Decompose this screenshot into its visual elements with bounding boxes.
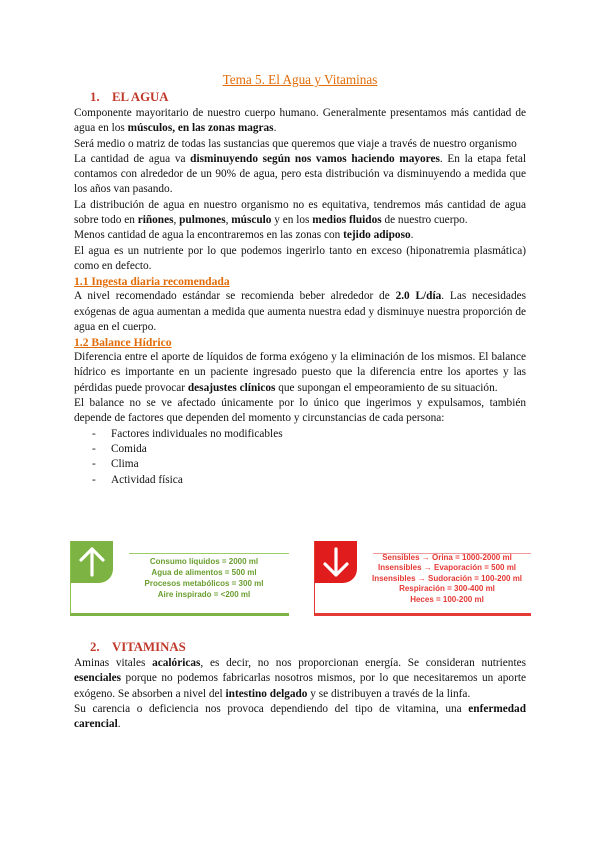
arrow-up-icon — [79, 547, 105, 577]
output-line: Insensibles → Sudoración = 100-200 ml — [371, 573, 523, 583]
list-item: - Comida — [92, 442, 526, 457]
paragraph: Menos cantidad de agua la encontraremos en las zonas con tejido adiposo. — [74, 229, 414, 242]
paragraph: Será medio o matriz de todas las sustancias que queremos que viaje a través de nuestro organismo — [74, 137, 517, 150]
divider — [129, 553, 289, 554]
section-heading-agua — [74, 89, 526, 106]
list-item: - Actividad física — [92, 473, 526, 488]
subsection-heading-balance: 1.2 Balance Hídrico — [74, 336, 172, 350]
arrow-down-icon — [323, 547, 349, 577]
output-lines — [363, 553, 531, 605]
list-item: - Clima — [92, 457, 526, 472]
section-heading-text: VITAMINAS — [112, 640, 186, 654]
output-line: Respiración = 300-400 ml — [399, 584, 495, 594]
output-line: Heces = 100-200 ml — [410, 594, 484, 604]
paragraph: Componente mayoritario de nuestro cuerpo humano. Generalmente presentamos más cantidad de agua en los músculos, en las zonas magras. — [74, 107, 526, 135]
section-vitaminas — [74, 639, 526, 732]
intake-line: Consumo líquidos = 2000 ml — [149, 557, 259, 566]
section-number: 1. — [90, 90, 100, 104]
section-heading-vitaminas — [74, 639, 526, 656]
paragraph: El agua es un nutriente por lo que podemos ingerirlo tanto en exceso (hiponatremia plasmática) como en defecto. — [74, 244, 526, 272]
paragraph: La distribución de agua en nuestro organismo no es equitativa, tendremos más cantidad de agua sobre todo en riñones, pulmones, músculo y en los medios fluidos de nuestro cuerpo. — [74, 198, 526, 227]
intake-line: Agua de alimentos = 500 ml — [151, 568, 257, 577]
list-item: - Factores individuales no modificables — [92, 427, 526, 442]
output-box — [314, 541, 531, 616]
factor-list — [74, 427, 526, 488]
subsection-heading-ingesta: 1.1 Ingesta diaria recomendada — [74, 275, 230, 289]
paragraph: El balance no se ve afectado únicamente por lo único que ingerimos y expulsamos, también depende de factores que dependen del momento y circunstancias de cada persona: — [74, 397, 526, 425]
paragraph: Aminas vitales acalóricas, es decir, no nos proporcionan energía. Se consideran nutrientes esenciales porque no podemos fabricarlas nosotros mismos, por lo que necesitaremos un aporte exógeno. Se absorben a nivel del intestino delgado y se distribuyen a través de la linfa. — [74, 657, 526, 700]
paragraph: A nivel recomendado estándar se recomienda beber alrededor de 2.0 L/día. Las necesidades exógenas de agua aumentan a medida que aumenta nuestra edad y disminuye nuestra proporción de agua en el cuerpo. — [74, 290, 527, 333]
document-title: Tema 5. El Agua y Vitaminas — [222, 72, 378, 87]
intake-badge — [71, 541, 113, 583]
intake-line: Procesos metabólicos = 300 ml — [144, 579, 264, 588]
document-body — [74, 70, 526, 488]
paragraph: Diferencia entre el aporte de líquidos de forma exógeno y la eliminación de los mismos. El balance hídrico es importante en un paciente ingresado puesto que la diferencia entre los aportes y las pérdidas puede provocar desajustes clínicos que supongan el empeoramiento de su situación. — [74, 351, 526, 394]
water-balance-figure — [70, 541, 530, 613]
intake-line: Aire inspirado = <200 ml — [157, 590, 251, 599]
paragraph: La cantidad de agua va disminuyendo según nos vamos haciendo mayores. En la etapa fetal contamos con alrededor de un 90% de agua, pero esta distribución va disminuyendo a medida que los años van pasando. — [74, 152, 526, 196]
output-line: Sensibles → Orina = 1000-2000 ml — [382, 553, 512, 562]
section-heading-text: EL AGUA — [112, 90, 169, 104]
output-badge — [315, 541, 357, 583]
section-number: 2. — [90, 640, 100, 654]
intake-lines — [119, 556, 289, 600]
output-line: Insensibles → Evaporación = 500 ml — [377, 563, 517, 573]
paragraph: Su carencia o deficiencia nos provoca dependiendo del tipo de vitamina, una enfermedad carencial. — [74, 702, 526, 731]
intake-box — [70, 541, 289, 616]
